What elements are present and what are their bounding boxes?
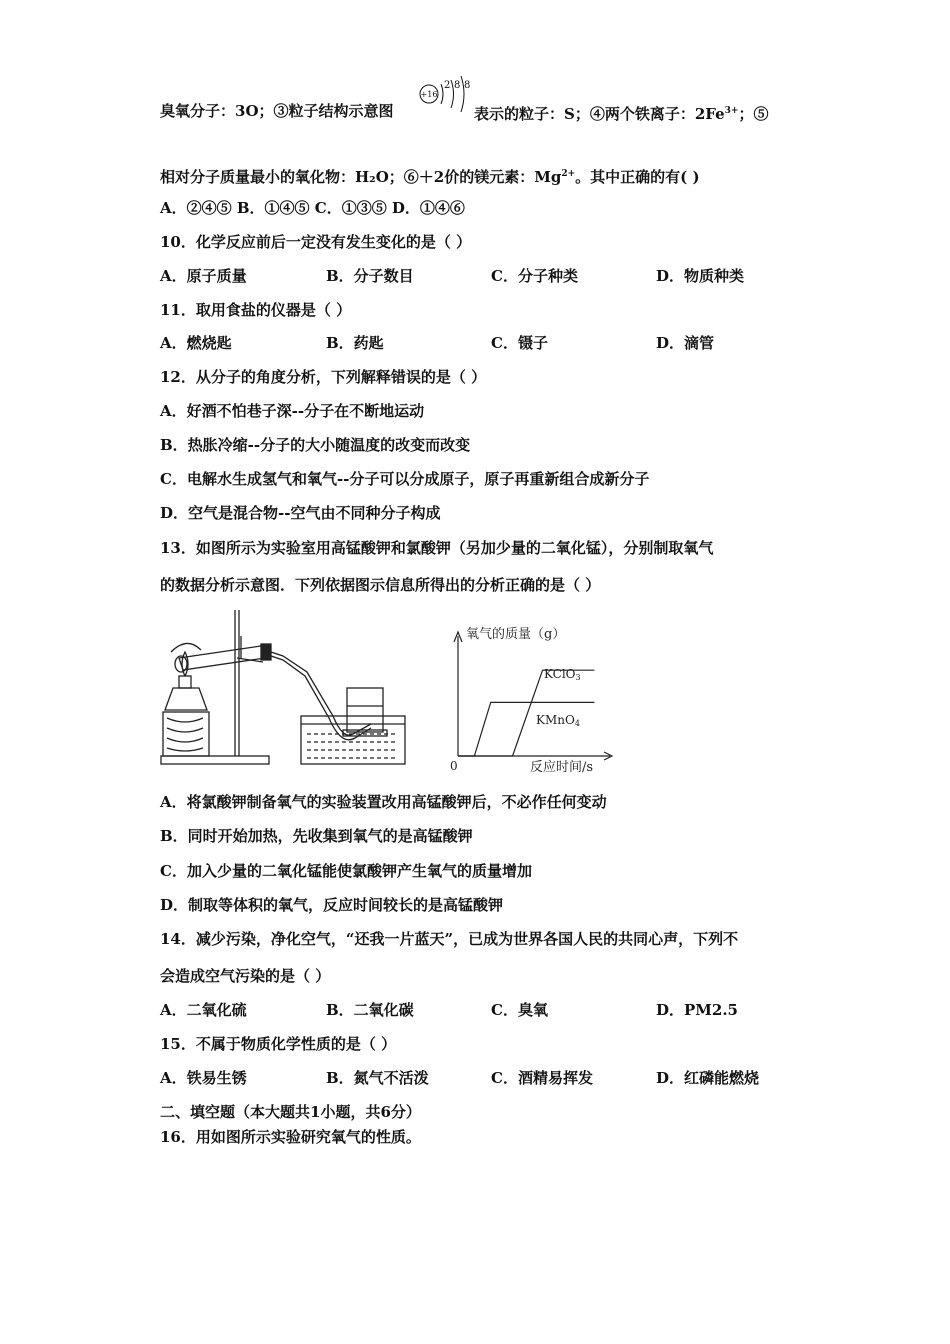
atom-structure-diagram [415, 72, 471, 128]
q9-line1-text-b: 表示的粒子：S；④两个铁离子：2Fe [474, 105, 725, 123]
q15-option-b: B．氮气不活泼 [326, 1069, 429, 1087]
q13-option-b: B．同时开始加热，先收集到氧气的是高锰酸钾 [160, 827, 473, 845]
q10-option-c: C．分子种类 [491, 267, 578, 285]
q14-stem-1: 14．减少污染，净化空气，“还我一片蓝天”，已成为世界各国人民的共同心声，下列不 [160, 930, 739, 948]
alcohol-lamp [165, 688, 207, 710]
q13-option-c: C．加入少量的二氧化锰能使氯酸钾产生氧气的质量增加 [160, 862, 532, 880]
atom-shell-2: 8 [454, 80, 461, 91]
apparatus-figure [157, 606, 419, 774]
series-line-kmno4 [458, 702, 594, 756]
q9-line1-text-a: 臭氧分子：3O；③粒子结构示意图 [160, 102, 394, 120]
gas-jar [347, 688, 383, 732]
q9-line2-text-a: 相对分子质量最小的氧化物：H₂O；⑥＋2价的镁元素：Mg [160, 168, 562, 186]
q14-option-d: D．PM2.5 [656, 1001, 738, 1019]
q10-option-a: A．原子质量 [160, 267, 247, 285]
delivery-tube [271, 652, 371, 735]
q9-options: A．②④⑤ B．①④⑤ C．①③⑤ D．①④⑥ [160, 199, 465, 217]
fe-charge-sup: 3+ [724, 106, 739, 116]
q15-option-d: D．红磷能燃烧 [656, 1069, 760, 1087]
series-label-kmno4 [536, 713, 580, 728]
stand-base [161, 756, 269, 764]
q14-option-a: A．二氧化硫 [160, 1001, 247, 1019]
q11-option-c: C．镊子 [491, 334, 548, 352]
atom-shell-3: 8 [464, 80, 471, 91]
q10-option-b: B．分子数目 [326, 267, 414, 285]
series-label-kclo3 [544, 667, 581, 682]
q11-option-b: B．药匙 [326, 334, 384, 352]
q11-stem: 11．取用食盐的仪器是（ ） [160, 301, 352, 319]
q15-option-a: A．铁易生锈 [160, 1069, 247, 1087]
water-trough [301, 716, 405, 764]
q11-option-d: D．滴管 [656, 334, 715, 352]
series-label-kclo3-sub: 3 [575, 673, 581, 682]
q9-line-1 [160, 101, 394, 121]
series-label-kmno4-main: KMnO [536, 713, 575, 727]
q16-stem: 16．用如图所示实验研究氧气的性质。 [160, 1128, 421, 1146]
q12-option-a: A．好酒不怕巷子深--分子在不断地运动 [160, 402, 425, 420]
y-axis-label: 氧气的质量（g） [466, 627, 566, 642]
section-heading: 二、填空题（本大题共1小题，共6分） [160, 1103, 421, 1121]
q13-stem-2: 的数据分析示意图．下列依据图示信息所得出的分析正确的是（ ） [160, 576, 601, 594]
q12-stem: 12．从分子的角度分析，下列解释错误的是（ ） [160, 368, 487, 386]
oxygen-mass-chart [440, 618, 615, 776]
q9-line2-text-b: 。其中正确的有( ) [575, 168, 700, 186]
q10-stem: 10．化学反应前后一定没有发生变化的是（ ） [160, 233, 472, 251]
q13-option-d: D．制取等体积的氧气，反应时间较长的是高锰酸钾 [160, 896, 504, 914]
atom-nucleus-label: +16 [420, 90, 438, 99]
q10-option-d: D．物质种类 [656, 267, 745, 285]
series-label-kmno4-sub: 4 [574, 719, 580, 728]
q15-option-c: C．酒精易挥发 [491, 1069, 593, 1087]
q14-option-b: B．二氧化碳 [326, 1001, 414, 1019]
series-label-kclo3-main: KClO [544, 667, 576, 681]
q13-stem-1: 13．如图所示为实验室用高锰酸钾和氯酸钾（另加少量的二氧化锰），分别制取氧气 [160, 539, 714, 557]
q12-option-d: D．空气是混合物--空气由不同种分子构成 [160, 504, 441, 522]
stopper [261, 644, 271, 660]
q13-option-a: A．将氯酸钾制备氧气的实验装置改用高锰酸钾后，不必作任何变动 [160, 793, 607, 811]
mg-charge-sup: 2+ [561, 169, 576, 179]
q9-line1-text-c: ；⑤ [738, 105, 769, 123]
q12-option-b: B．热胀冷缩--分子的大小随温度的改变而改变 [160, 436, 471, 454]
q11-option-a: A．燃烧匙 [160, 334, 232, 352]
q15-stem: 15．不属于物质化学性质的是（ ） [160, 1035, 397, 1053]
x-axis-label: 反应时间/s [530, 760, 594, 775]
q9-line-2 [160, 164, 700, 187]
q12-option-c: C．电解水生成氢气和氧气--分子可以分成原子，原子再重新组合成新分子 [160, 470, 650, 488]
test-tube [179, 646, 265, 670]
atom-shell-1: 2 [444, 80, 451, 91]
origin-label: 0 [450, 759, 458, 773]
q14-stem-2: 会造成空气污染的是（ ） [160, 967, 331, 985]
q14-option-c: C．臭氧 [491, 1001, 548, 1019]
q9-line-1b [474, 101, 768, 124]
